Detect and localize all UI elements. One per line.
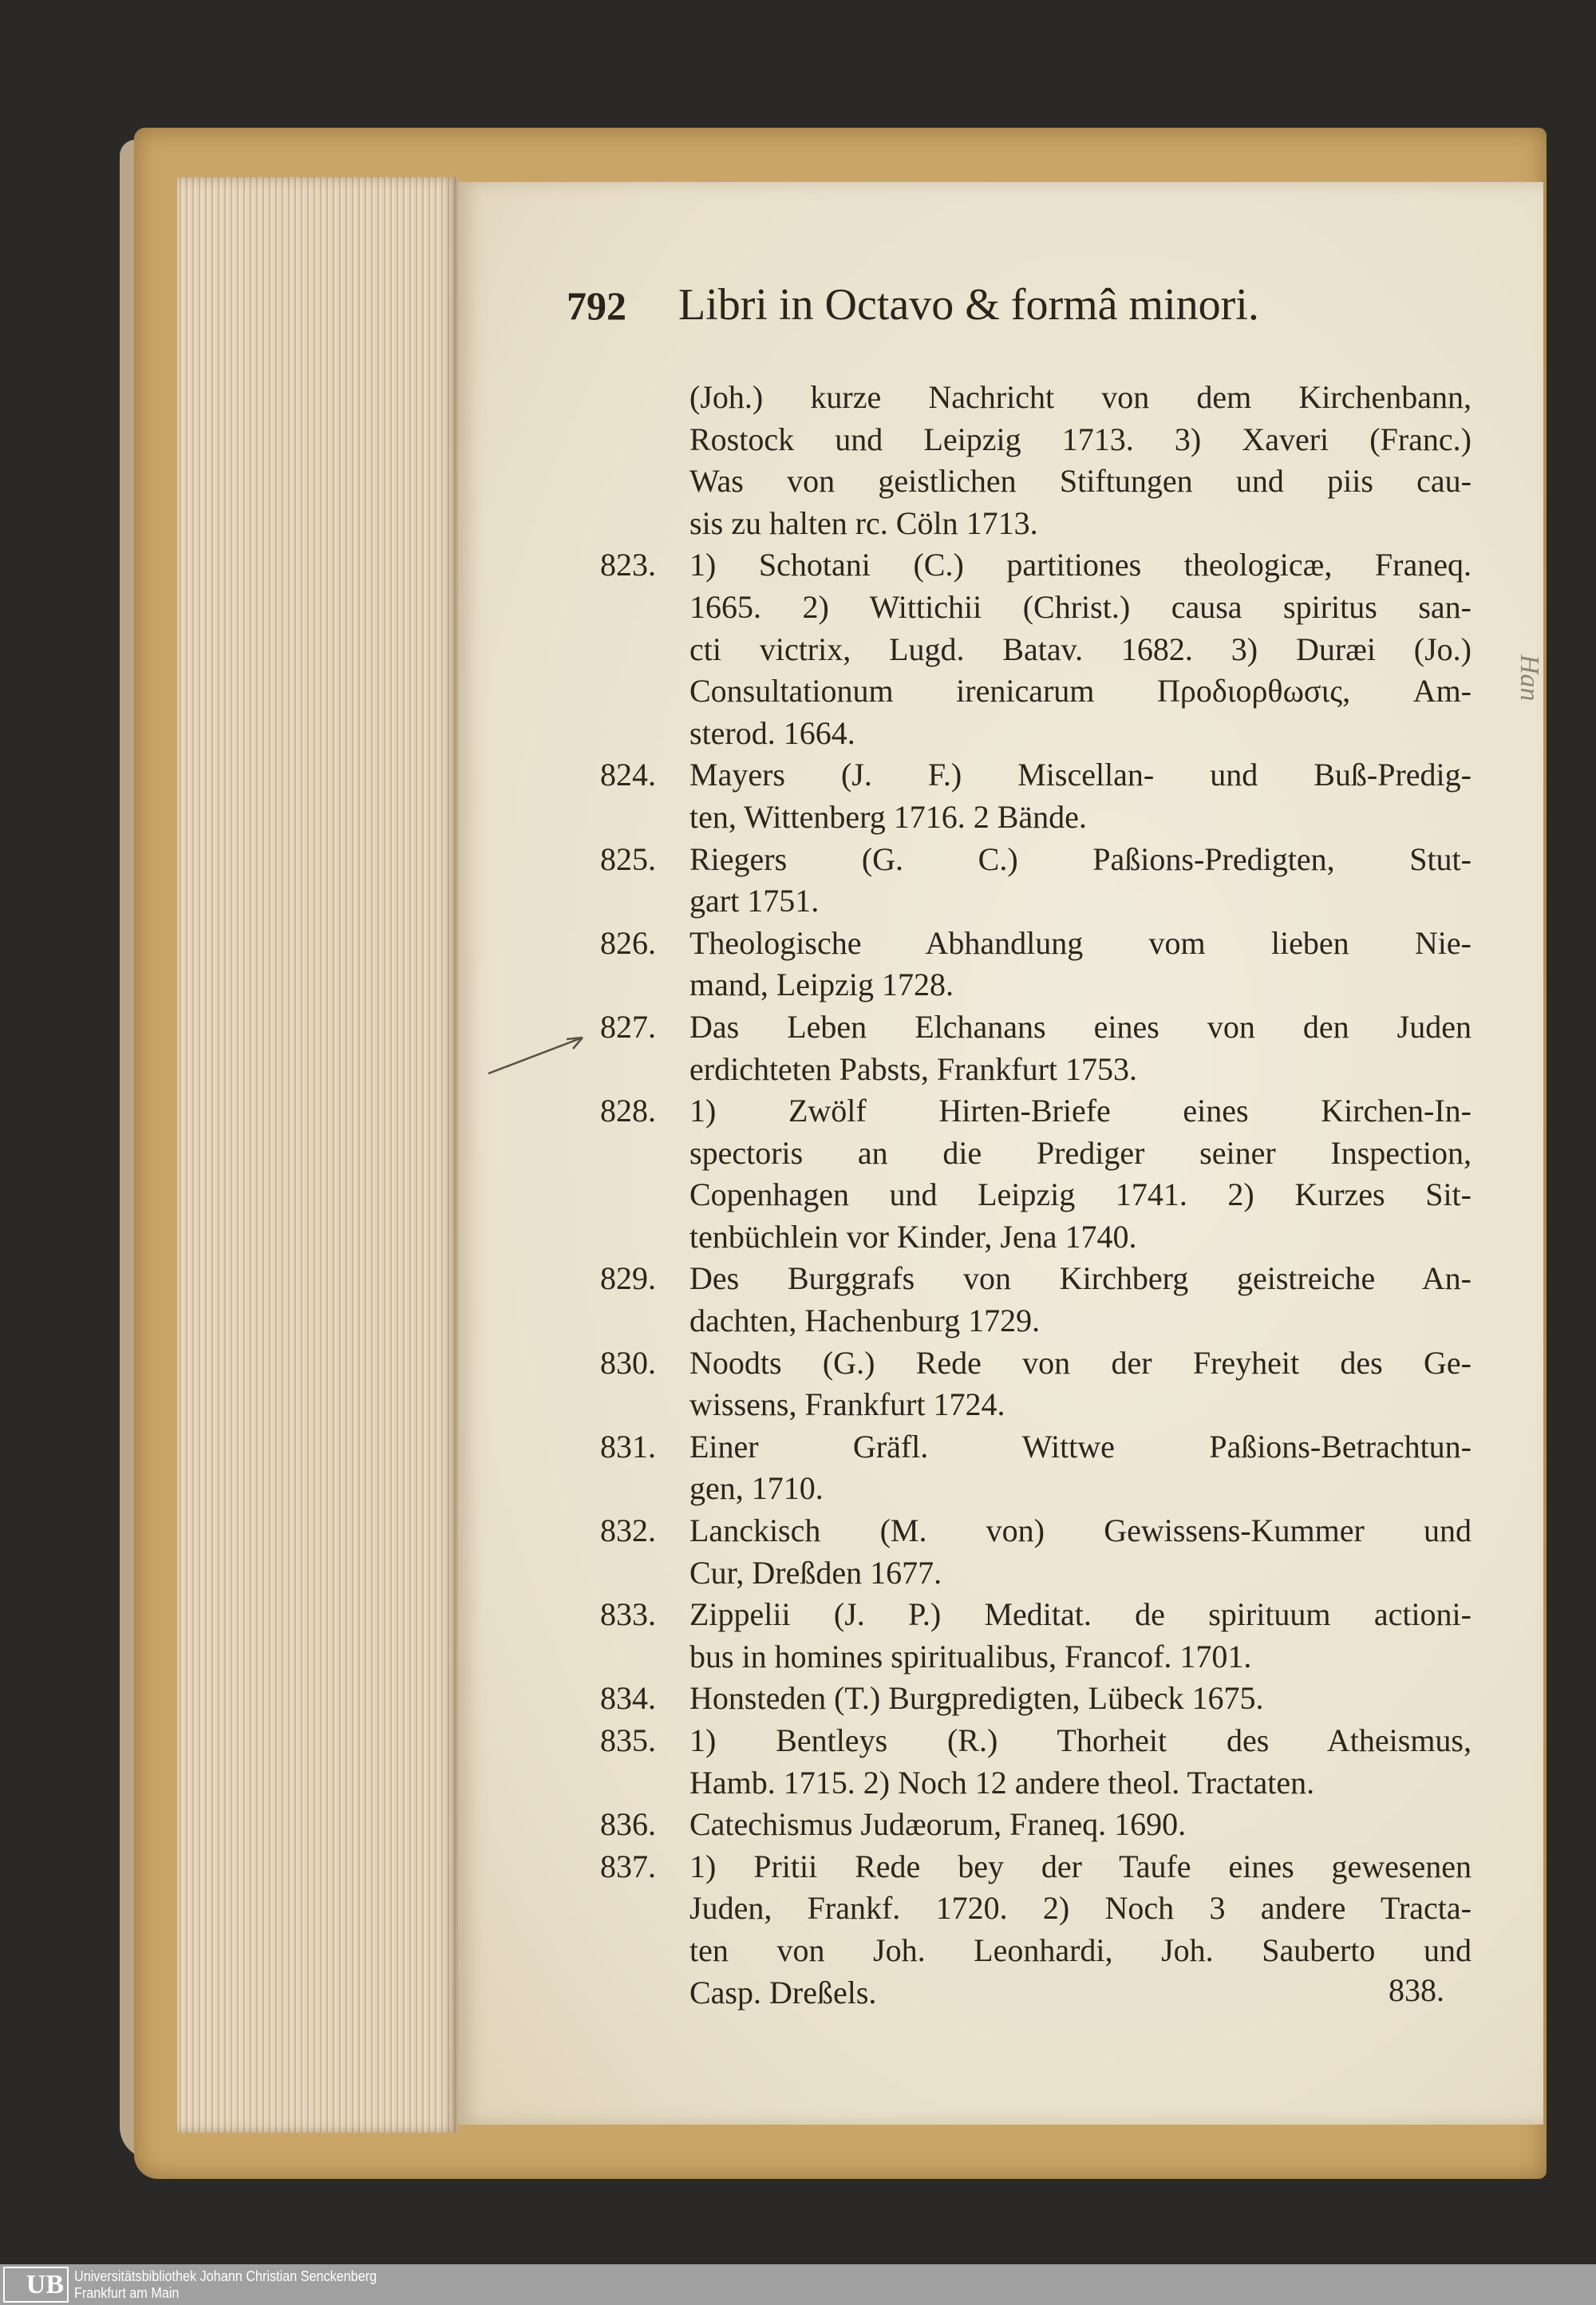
entry-number: 828. [600, 1093, 656, 1129]
entry-line: erdichteten Pabsts, Frankfurt 1753. [689, 1050, 1137, 1087]
entry-line: 1) Schotani (C.) partitiones theologicæ, Franeq. [689, 547, 1472, 583]
catalog-entry [600, 923, 1472, 1006]
entry-line: (Joh.) kurze Nachricht von dem Kirchenbann, [689, 379, 1472, 415]
entry-line: tenbüchlein vor Kinder, Jena 1740. [689, 1218, 1137, 1255]
entry-line: wissens, Frankfurt 1724. [689, 1386, 1005, 1423]
entry-line: Des Burggrafs von Kirchberg geistreiche An- [689, 1260, 1472, 1297]
entry-number: 837. [600, 1848, 656, 1884]
entry-line: Cur, Dreßden 1677. [689, 1554, 942, 1591]
entry-number: 831. [600, 1428, 656, 1465]
catalog-entry [600, 544, 1472, 754]
entry-line: ten von Joh. Leonhardi, Joh. Sauberto und [689, 1931, 1472, 1968]
catalog-entry [600, 1342, 1472, 1426]
catalog-entry [600, 1006, 1472, 1090]
entry-line: Noodts (G.) Rede von der Freyheit des Ge- [689, 1344, 1472, 1381]
catalog-entries [600, 377, 1472, 2014]
entry-number: 827. [600, 1008, 656, 1045]
entry-line: Was von geistlichen Stiftungen und piis cau- [689, 463, 1472, 500]
entry-line: mand, Leipzig 1728. [689, 967, 954, 1003]
entry-line: sterod. 1664. [689, 714, 855, 751]
entry-number [600, 377, 689, 544]
handwritten-arrow-icon [487, 1030, 591, 1077]
entry-line: 1) Bentleys (R.) Thorheit des Atheismus, [689, 1722, 1472, 1758]
catalog-entry [600, 1426, 1472, 1510]
entry-line: Theologische Abhandlung vom lieben Nie- [689, 924, 1472, 961]
catalog-entry [600, 839, 1472, 923]
entry-line: 1) Pritii Rede bey der Taufe eines gewesenen [689, 1848, 1472, 1884]
entry-number: 823. [600, 547, 656, 583]
catalog-entry [600, 1678, 1472, 1720]
entry-line: Einer Gräfl. Wittwe Paßions-Betrachtun- [689, 1428, 1472, 1465]
catalog-entry [600, 1258, 1472, 1342]
entry-line: Riegers (G. C.) Paßions-Predigten, Stut- [689, 840, 1472, 877]
catalog-entry [600, 1846, 1472, 2014]
entry-line: Honsteden (T.) Burgpredigten, Lübeck 1675. [689, 1680, 1264, 1717]
entry-line: Casp. Dreßels. [689, 1974, 877, 2010]
catalog-entry [600, 1804, 1472, 1846]
entry-line: 1665. 2) Wittichii (Christ.) causa spiritus san- [689, 588, 1472, 625]
footer-text [74, 2268, 377, 2302]
entry-line: Das Leben Elchanans eines von den Juden [689, 1008, 1472, 1045]
entry-number: 824. [600, 757, 656, 793]
entry-number: 835. [600, 1722, 656, 1758]
entry-line: 1) Zwölf Hirten-Briefe eines Kirchen-In- [689, 1093, 1472, 1129]
running-header [567, 279, 1484, 330]
entry-number: 830. [600, 1344, 656, 1381]
catalog-entry [600, 1594, 1472, 1678]
page-stack [177, 177, 458, 2133]
entry-line: sis zu halten rc. Cöln 1713. [689, 504, 1038, 541]
entry-line: Lanckisch (M. von) Gewissens-Kummer und [689, 1512, 1472, 1549]
catalog-entry [600, 754, 1472, 838]
page-number: 792 [567, 283, 626, 328]
catalog-entry [600, 1510, 1472, 1594]
running-head: Libri in Octavo & formâ minori. [678, 280, 1259, 330]
entry-number: 825. [600, 840, 656, 877]
entry-line: Consultationum irenicarum Προδιορθωσις, Am- [689, 673, 1472, 710]
entry-number: 834. [600, 1680, 656, 1717]
catalog-entry [600, 1090, 1472, 1258]
footer-bar [0, 2264, 1596, 2305]
catalog-entry [600, 1720, 1472, 1804]
entry-line: Copenhagen und Leipzig 1741. 2) Kurzes Sit- [689, 1176, 1472, 1213]
catalog-entry [600, 377, 1472, 544]
entry-line: Hamb. 1715. 2) Noch 12 andere theol. Tractaten. [689, 1764, 1315, 1801]
entry-line: Zippelii (J. P.) Meditat. de spirituum actioni- [689, 1596, 1472, 1633]
entry-line: cti victrix, Lugd. Batav. 1682. 3) Duræi (Jo.) [689, 631, 1472, 667]
entry-line: ten, Wittenberg 1716. 2 Bände. [689, 798, 1087, 835]
entry-line: spectoris an die Prediger seiner Inspection, [689, 1134, 1472, 1171]
entry-line: Juden, Frankf. 1720. 2) Noch 3 andere Tracta- [689, 1890, 1472, 1927]
entry-number: 836. [600, 1806, 656, 1843]
library-logo: UB [3, 2267, 69, 2303]
entry-number: 829. [600, 1260, 656, 1297]
entry-line: Catechismus Judæorum, Franeq. 1690. [689, 1806, 1187, 1843]
institution-name: Universitätsbibliothek Johann Christian Senckenberg [74, 2268, 377, 2284]
catchword: 838. [1389, 1972, 1444, 2008]
entry-line: Mayers (J. F.) Miscellan- und Buß-Predig- [689, 757, 1472, 793]
institution-city: Frankfurt am Main [74, 2285, 180, 2301]
entry-line: bus in homines spiritualibus, Francof. 1701. [689, 1638, 1252, 1674]
entry-number: 832. [600, 1512, 656, 1549]
entry-number: 826. [600, 924, 656, 961]
entry-line: Rostock und Leipzig 1713. 3) Xaveri (Franc.) [689, 421, 1472, 457]
entry-line: gen, 1710. [689, 1470, 824, 1507]
margin-note: Han [1515, 654, 1544, 702]
entry-line: dachten, Hachenburg 1729. [689, 1303, 1041, 1339]
entry-line: gart 1751. [689, 883, 820, 919]
entry-number: 833. [600, 1596, 656, 1633]
